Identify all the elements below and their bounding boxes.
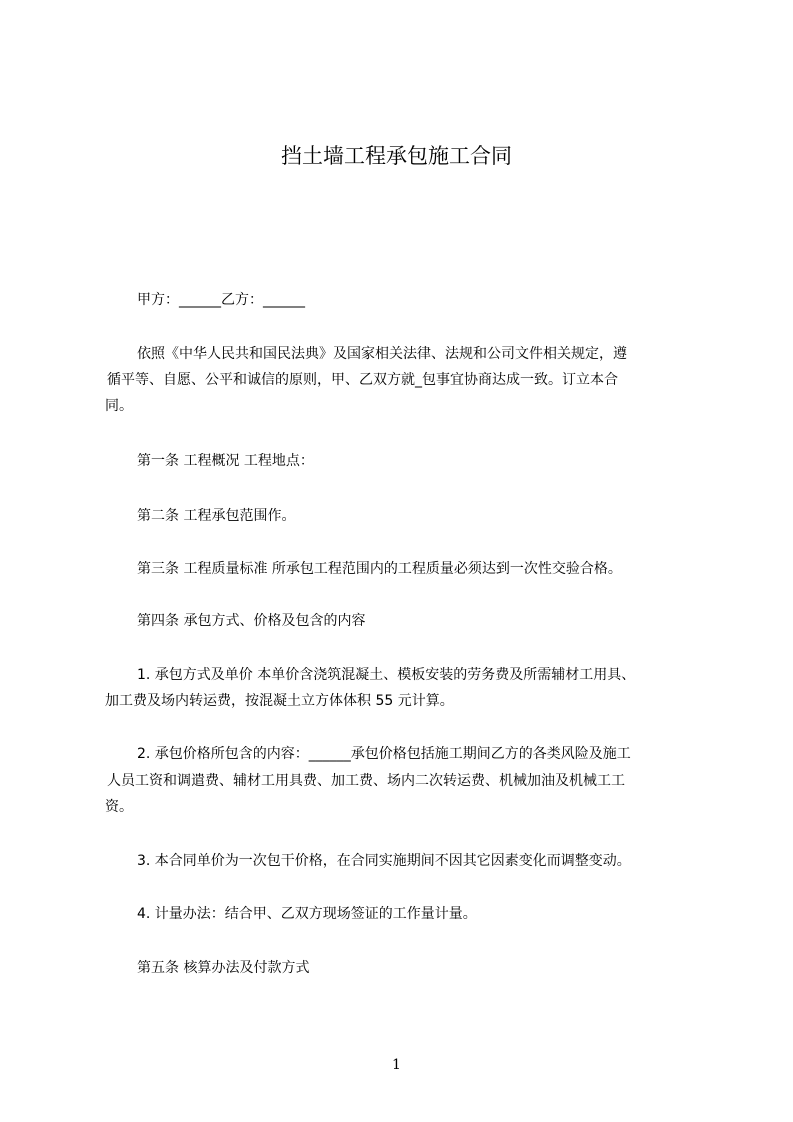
parties-line: 甲方：______乙方：______ <box>137 292 305 308</box>
article-4-heading: 第四条 承包方式、价格及包含的内容 <box>137 613 366 629</box>
preamble-line-3: 同。 <box>105 398 133 414</box>
article-1-heading: 第一条 工程概况 工程地点： <box>137 453 314 469</box>
page-number: 1 <box>392 1057 401 1073</box>
clause-1-line-1: 1. 承包方式及单价 本单价含浇筑混凝土、模板安装的劳务费及所需辅材工用具、 <box>137 667 636 683</box>
clause-2-line-3: 资。 <box>105 799 133 815</box>
clause-2-line-1: 2. 承包价格所包含的内容：______承包价格包括施工期间乙方的各类风险及施工 <box>137 746 631 762</box>
clause-1-line-2: 加工费及场内转运费，按混凝土立方体体积 55 元计算。 <box>105 693 454 709</box>
document-title: 挡土墙工程承包施工合同 <box>281 144 512 168</box>
clause-3: 3. 本合同单价为一次包干价格，在合同实施期间不因其它因素变化而调整变动。 <box>137 853 631 869</box>
clause-4: 4. 计量办法：结合甲、乙双方现场签证的工作量计量。 <box>137 906 477 922</box>
article-5-heading: 第五条 核算办法及付款方式 <box>137 960 310 976</box>
preamble-line-1: 依照《中华人民共和国民法典》及国家相关法律、法规和公司文件相关规定，遵 <box>137 346 627 362</box>
article-2-heading: 第二条 工程承包范围作。 <box>137 508 296 524</box>
article-3-heading: 第三条 工程质量标准 所承包工程范围内的工程质量必须达到一次性交验合格。 <box>137 561 622 577</box>
clause-2-line-2: 人员工资和调遣费、辅材工用具费、加工费、场内二次转运费、机械加油及机械工工 <box>107 773 625 789</box>
preamble-line-2: 循平等、自愿、公平和诚信的原则，甲、乙双方就_包事宜协商达成一致。订立本合 <box>107 372 618 388</box>
